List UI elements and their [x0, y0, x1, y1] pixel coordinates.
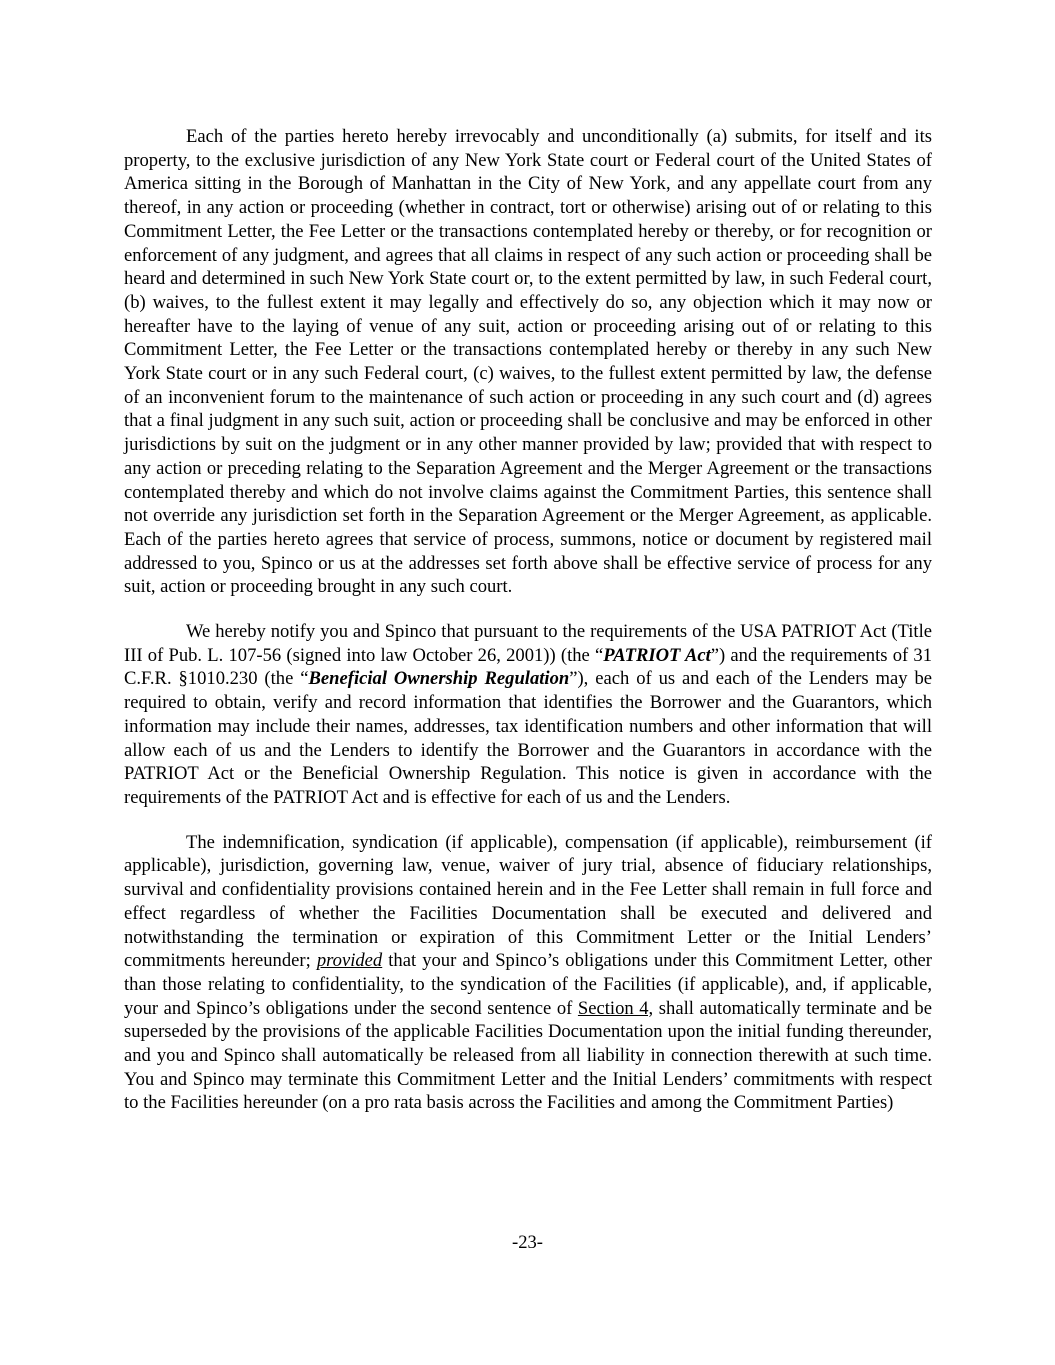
- paragraph-jurisdiction: [124, 125, 932, 599]
- text-segment: shall automatically terminate and be superseded by the provisions of the applicable Facilities Documentation upon the initial funding thereunder, and you and Spinco shall automatically be released from all liability in connection therewith at such time. You and Spinco may terminate this Commitment Letter and the Initial Lenders’ commitments with respect to the Facilities hereunder (on a pro rata basis across the Facilities and among the Commitment Parties): [124, 997, 932, 1114]
- text-segment: that your and Spinco’s obligations under this Commitment Letter, other than those relating to confidentiality, to the syndication of the Facilities (if applicable), and, if applicable, your and Spinco’s obligations under the second sentence of: [124, 950, 932, 1019]
- emphasis-provided: provided: [316, 950, 383, 972]
- text-segment: The indemnification, syndication (if applicable), compensation (if applicable), reimbursement (if applicable), jurisdiction, governing law, venue, waiver of jury trial, absence of fiduciary relationships, survival and confidentiality provisions contained herein and in the Fee Letter shall remain in full force and effect regardless of whether the Facilities Documentation shall be executed and delivered and notwithstanding the termination or expiration of this Commitment Letter or the Initial Lenders’ commitments hereunder;: [124, 831, 932, 972]
- defined-term-beneficial-ownership-regulation: Beneficial Ownership Regulation: [308, 668, 570, 690]
- section-reference: Section 4,: [577, 997, 654, 1019]
- document-body: [124, 125, 932, 1136]
- paragraph-patriot-act-notice: [124, 620, 932, 810]
- paragraph-survival: [124, 831, 932, 1115]
- text-segment: ”), each of us and each of the Lenders may be required to obtain, verify and record information that identifies the Borrower and the Guarantors, which information may include their names, addresses, tax identification numbers and other information that will allow each of us and the Lenders to identify the Borrower and the Guarantors in accordance with the PATRIOT Act or the Beneficial Ownership Regulation. This notice is given in accordance with the requirements of the PATRIOT Act and is effective for each of us and the Lenders.: [124, 668, 932, 808]
- text-segment: Each of the parties hereto hereby irrevocably and unconditionally (a) submits, for itself and its property, to the exclusive jurisdiction of any New York State court or Federal court of the United States of America sitting in the Borough of Manhattan in the City of New York, and any appellate court from any thereof, in any action or proceeding (whether in contract, tort or otherwise) arising out of or relating to this Commitment Letter, the Fee Letter or the transactions contemplated hereby or thereby, or for recognition or enforcement of any judgment, and agrees that all claims in respect of any such action or proceeding shall be heard and determined in such New York State court or, to the extent permitted by law, in such Federal court, (b) waives, to the fullest extent it may legally and effectively do so, any objection which it may now or hereafter have to the laying of venue of any suit, action or proceeding arising out of or relating to this Commitment Letter, the Fee Letter or the transactions contemplated hereby or thereby in any such New York State court or in any such Federal court, (c) waives, to the fullest extent permitted by law, the defense of an inconvenient forum to the maintenance of such action or proceeding in any such court and (d) agrees that a final judgment in any such suit, action or proceeding shall be conclusive and may be enforced in other jurisdictions by suit on the judgment or in any other manner provided by law; provided that with respect to any action or preceding relating to the Separation Agreement and the Merger Agreement or the transactions contemplated thereby and which do not involve claims against the Commitment Parties, this sentence shall not override any jurisdiction set forth in the Separation Agreement or the Merger Agreement, as applicable. Each of the parties hereto agrees that service of process, summons, notice or document by registered mail addressed to you, Spinco or us at the addresses set forth above shall be effective service of process for any suit, action or proceeding brought in any such court.: [124, 126, 932, 598]
- text-segment: ”) and the requirements of 31 C.F.R. §1010.230 (the “: [124, 644, 932, 690]
- page-number: -23-: [512, 1232, 543, 1253]
- defined-term-patriot-act: PATRIOT Act: [603, 644, 711, 666]
- text-segment: We hereby notify you and Spinco that pursuant to the requirements of the USA PATRIOT Act (Title III of Pub. L. 107-56 (signed into law October 26, 2001)) (the “: [124, 621, 932, 666]
